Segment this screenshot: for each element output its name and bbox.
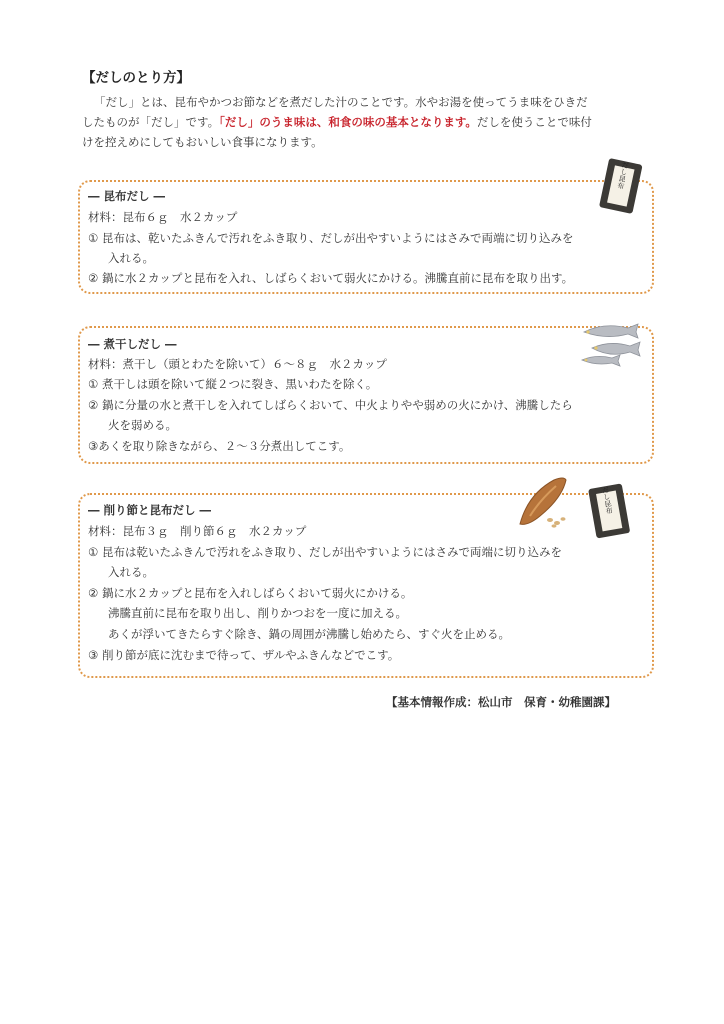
intro-line-3: けを控えめにしてもおいしい食事になります。	[82, 135, 323, 149]
niboshi-dashi-box	[78, 326, 654, 464]
intro-paragraph	[82, 92, 662, 152]
step-line: 沸騰直前に昆布を取り出し、削りかつおを一度に加える。	[108, 606, 407, 620]
kombu-pack-label: だし昆布	[600, 485, 614, 515]
credit-line: 【基本情報作成：松山市 保育・幼稚園課】	[386, 695, 616, 709]
kombu-pack-icon	[598, 155, 644, 215]
ingredients-line: 材料：煮干し（頭とわたを除いて）６～８ｇ 水２カップ	[88, 357, 387, 371]
kombu-pack-label: だし昆布	[616, 160, 630, 190]
ingredients-line: 材料：昆布３ｇ 削り節６ｇ 水２カップ	[88, 524, 307, 538]
step-line: ② 鍋に水２カップと昆布を入れしばらくおいて弱火にかける。	[88, 586, 413, 600]
step-line: ③ 削り節が底に沈むまで待って、ザルやふきんなどでこす。	[88, 648, 400, 662]
section-title: ― 削り節と昆布だし ―	[88, 503, 212, 517]
niboshi-icon	[578, 318, 646, 368]
ingredients-line: 材料：昆布６ｇ 水２カップ	[88, 210, 238, 224]
step-line: ① 煮干しは頭を除いて縦２つに裂き、黒いわたを除く。	[88, 377, 378, 391]
section-title: ― 昆布だし ―	[88, 189, 166, 203]
step-line: ① 昆布は、乾いたふきんで汚れをふき取り、だしが出やすいようにはさみで両端に切り込みを	[88, 231, 574, 245]
intro-line-1: 「だし」とは、昆布やかつお節などを煮だした汁のことです。水やお湯を使ってうま味をひきだ	[94, 95, 588, 109]
intro-line-2-post: だしを使うことで味付	[476, 115, 592, 129]
section-title: ― 煮干しだし ―	[88, 337, 177, 351]
intro-line-2-pre: したものが「だし」です。	[82, 115, 220, 129]
step-line: ② 鍋に分量の水と煮干しを入れてしばらくおいて、中火よりやや弱めの火にかけ、沸騰したら	[88, 398, 573, 412]
intro-emphasis: 「だし」のうま味は、和食の味の基本となります。	[219, 115, 477, 129]
kombu-pack-icon	[584, 480, 634, 540]
step-line: 入れる。	[108, 251, 154, 265]
page-heading: 【だしのとり方】	[82, 70, 190, 86]
step-line: ② 鍋に水２カップと昆布を入れ、しばらくおいて弱火にかける。沸騰直前に昆布を取り出す。	[88, 271, 574, 285]
step-line: 入れる。	[108, 565, 154, 579]
intro-line-2	[82, 112, 662, 132]
kombu-dashi-box	[78, 180, 654, 294]
step-line: あくが浮いてきたらすぐ除き、鍋の周囲が沸騰し始めたら、すぐ火を止める。	[108, 627, 511, 641]
step-line: ① 昆布は乾いたふきんで汚れをふき取り、だしが出やすいようにはさみで両端に切り込みを	[88, 545, 562, 559]
katsuobushi-icon	[510, 472, 580, 530]
step-line: 火を弱める。	[108, 418, 177, 432]
step-line: ③あくを取り除きながら、２～３分煮出してこす。	[88, 439, 351, 453]
